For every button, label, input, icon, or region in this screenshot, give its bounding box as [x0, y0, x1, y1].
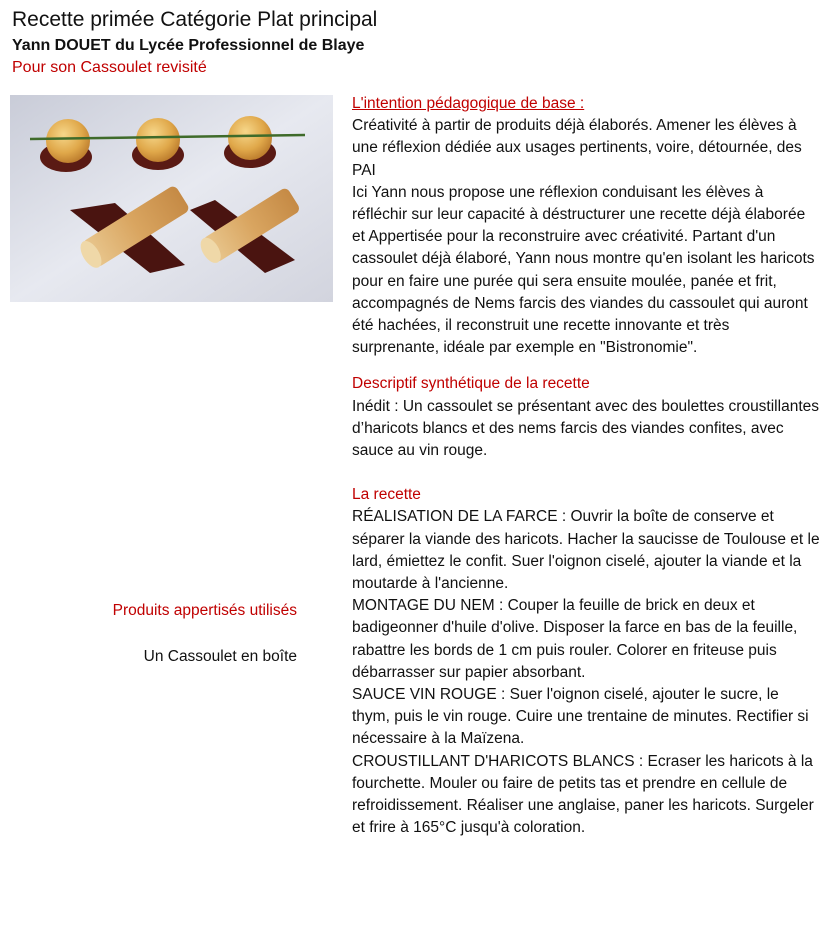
- recipe-subtitle: Pour son Cassoulet revisité: [12, 59, 207, 76]
- croquette-2: [136, 118, 180, 162]
- recipe-details: [352, 93, 820, 840]
- recette-text: RÉALISATION DE LA FARCE : Ouvrir la boîte de conserve et séparer la viande des haricots. Hacher la saucisse de Toulouse et le lard, émiettez le confit. Suer l'oignon ciselé, ajouter la viande et la moutarde à l'ancienne. MONTAGE DU NEM : Couper la feuille de brick en deux et badigeonner d'huile d'olive. Disposer la farce en bas de la feuille, rabattre les bords de 1 cm puis rouler. Colorer en friteuse puis débarrasser sur papier absorbant. SAUCE VIN ROUGE : Suer l'oignon ciselé, ajouter le sucre, le thym, puis le vin rouge. Cuire une trentaine de minutes. Rectifier si nécessaire à la Maïzena. CROUSTILLANT D'HARICOTS BLANCS : Ecraser les haricots à la fourchette. Mouler ou faire de petits tas et prendre en cellule de refroidissement. Réaliser une anglaise, paner les haricots. Surgeler et frire à 165°C jusqu'à coloration.: [352, 508, 820, 837]
- recette-heading: La recette: [352, 486, 421, 504]
- dish-photo: [10, 95, 333, 302]
- descriptif-text: Inédit : Un cassoulet se présentant avec des boulettes croustillantes d’haricots blancs et des nems farcis des viandes confites, avec sauce au vin rouge.: [352, 397, 819, 460]
- croquette-1: [46, 119, 90, 163]
- descriptif-heading: Descriptif synthétique de la recette: [352, 375, 590, 393]
- croquette-3: [228, 116, 272, 160]
- products-label: Produits appertisés utilisés: [112, 602, 297, 619]
- products-value: Un Cassoulet en boîte: [143, 648, 297, 665]
- intention-text: Créativité à partir de produits déjà élaborés. Amener les élèves à une réflexion dédiée aux usages pertinents, voire, détournée, des PAI Ici Yann nous propose une réflexion conduisant les élèves à réfléchir sur leur capacité à déstructurer une recette déjà élaborée et Appertisée pour la reconstruire avec créativité. Partant d'un cassoulet déjà élaboré, Yann nous montre qu'en isolant les haricots pour en faire une purée qui sera ensuite moulée, panée et frit, accompagnés de Nems farcis des viandes du cassoulet qui auront été hachées, il reconstruit une recette innovante et très surprenante, idéale par exemple en "Bistronomie".: [352, 117, 815, 357]
- intention-heading: L'intention pédagogique de base :: [352, 95, 585, 112]
- page-title: Recette primée Catégorie Plat principal: [12, 8, 378, 31]
- author-line: Yann DOUET du Lycée Professionnel de Blaye: [12, 37, 365, 54]
